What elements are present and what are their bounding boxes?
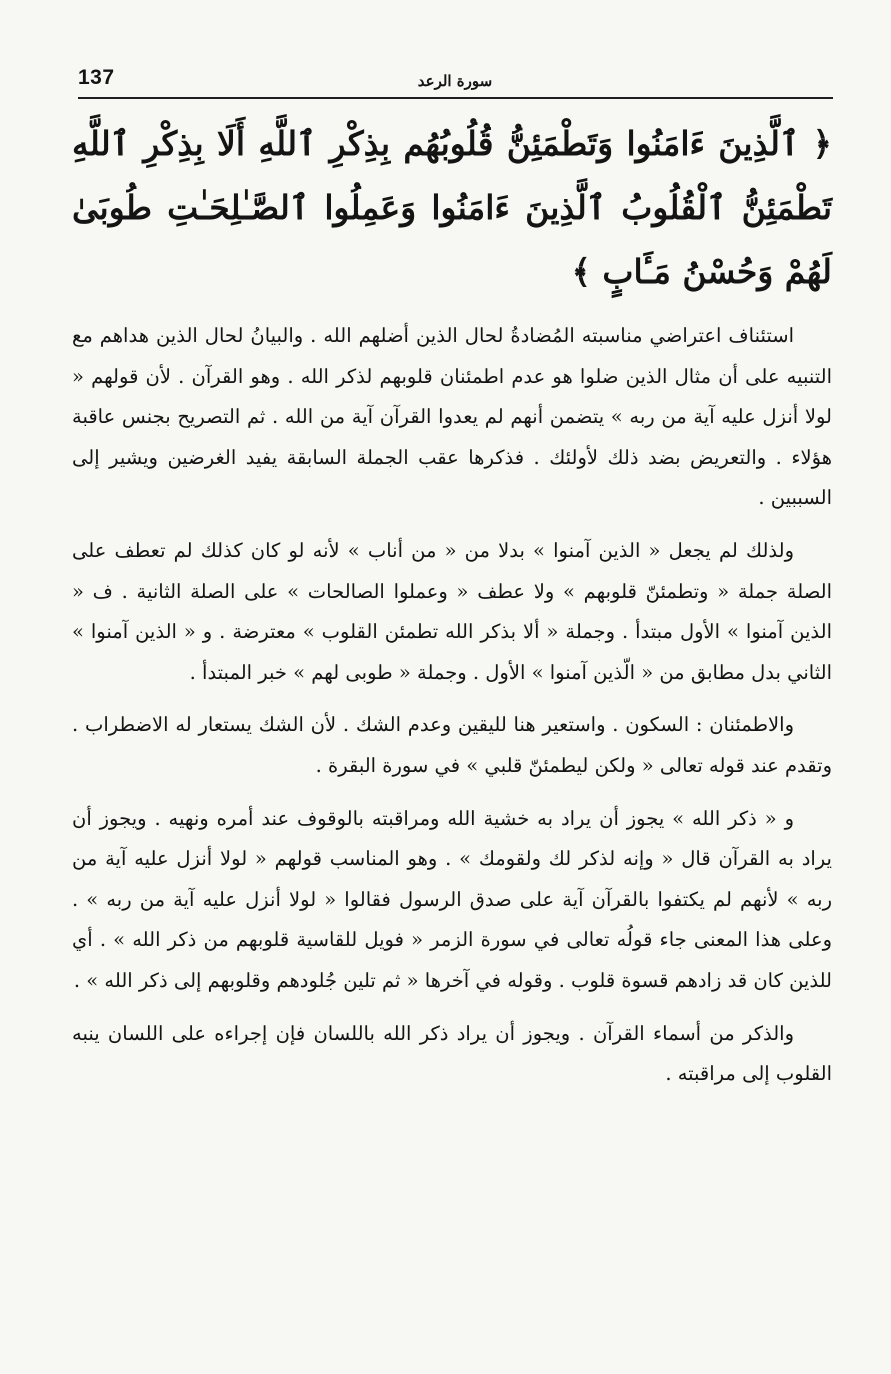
paragraph: والاطمئنان : السكون . واستعير هنا لليقين وعدم الشك . لأن الشك يستعار له الاضطراب . وتقدم عند قوله تعالى « ولكن ليطمئنّ قلبي » في سورة البقرة . — [72, 713, 832, 777]
paragraph: ولذلك لم يجعل « الذين آمنوا » بدلا من « من أناب » لأنه لو كان كذلك لم تعطف على الصلة جملة « وتطمئنّ قلوبهم » ولا عطف « وعملوا الصالحات » على الصلة الثانية . ف « الذين آمنوا » الأول مبتدأ . وجملة « ألا بذكر الله تطمئن القلوب » معترضة . و « الذين آمنوا » الثاني بدل مطابق من « الّذين آمنوا » الأول . وجملة « طوبى لهم » خبر المبتدأ . — [72, 538, 832, 684]
header-rule — [78, 97, 833, 99]
running-title: سورة الرعد — [417, 72, 493, 90]
verse-close-bracket: ﴾ — [571, 252, 591, 291]
quran-verse — [72, 112, 832, 304]
paragraph: استئناف اعتراضي مناسبته المُضادةُ لحال الذين أضلهم الله . والبيانُ لحال الذين هداهم مع التنبيه على أن مثال الذين ضلوا هو عدم اطمئنان قلوبهم لذكر الله . وهو القرآن . لأن قولهم « لولا أنزل عليه آية من ربه » يتضمن أنهم لم يعدوا القرآن آية من الله . ثم التصريح بجنس عاقبة هؤلاء . والتعريض بضد ذلك لأولئك . فذكرها عقب الجملة السابقة يفيد الغرضين ويشير إلى السببين . — [72, 324, 832, 510]
verse-open-bracket: ﴿ — [812, 124, 832, 163]
page-number: 137 — [78, 66, 115, 89]
verse-text: ٱلَّذِينَ ءَامَنُوا وَتَطْمَئِنُّ قُلُوبُهُم بِذِكْرِ ٱللَّهِ أَلَا بِذِكْرِ ٱللَّهِ تَطْمَئِنُّ ٱلْقُلُوبُ ٱلَّذِينَ ءَامَنُوا وَعَمِلُوا ٱلصَّـٰلِحَـٰتِ طُوبَىٰ لَهُمْ وَحُسْنُ مَـَٔابٍ — [72, 124, 832, 291]
commentary — [72, 316, 832, 1107]
paragraph: و « ذكر الله » يجوز أن يراد به خشية الله ومراقبته بالوقوف عند أمره ونهيه . ويجوز أن يراد به القرآن قال « وإنه لذكر لك ولقومك » . وهو المناسب قولهم « لولا أنزل عليه آية من ربه » لأنهم لم يكتفوا بالقرآن آية على صدق الرسول فقالوا « لولا أنزل عليه آية من ربه » . وعلى هذا المعنى جاء قولُه تعالى في سورة الزمر « فويل للقاسية قلوبهم من ذكر الله » . أي للذين كان قد زادهم قسوة قلوب . وقوله في آخرها « ثم تلين جُلودهم وقلوبهم إلى ذكر الله » . — [72, 806, 832, 992]
paragraph: والذكر من أسماء القرآن . ويجوز أن يراد ذكر الله باللسان فإن إجراءه على اللسان ينبه القلوب إلى مراقبته . — [72, 1021, 832, 1086]
